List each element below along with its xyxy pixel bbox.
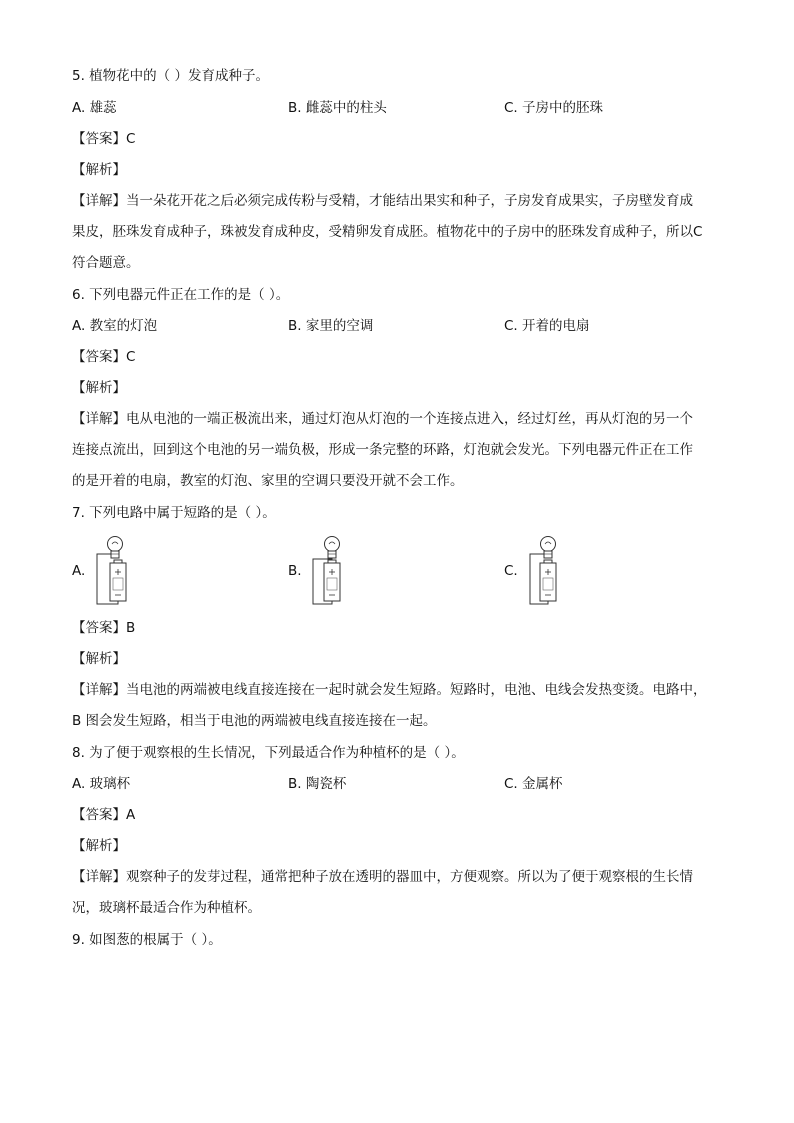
q8-stem: 8. 为了便于观察根的生长情况，下列最适合作为种植杯的是（ ）。	[72, 745, 465, 761]
q8-detail-line: 【详解】观察种子的发芽过程，通常把种子放在透明的器皿中，方便观察。所以为了便于观察根的生长情	[72, 869, 693, 885]
circuit-diagram-b	[308, 532, 348, 608]
q8-detail	[72, 862, 724, 924]
q6-detail-line: 【详解】电从电池的一端正极流出来，通过灯泡从灯泡的一个连接点进入，经过灯丝，再从灯泡的另一个	[72, 411, 693, 427]
q7-detail-line: 【详解】当电池的两端被电线直接连接在一起时就会发生短路。短路时，电池、电线会发热变烫。电路中，	[72, 682, 707, 698]
q5-detail-line: 符合题意。	[72, 255, 140, 271]
q6-option-a: A. 教室的灯泡	[72, 318, 158, 334]
q6-detail	[72, 404, 724, 497]
q5-option-b: B. 雌蕊中的柱头	[288, 100, 387, 116]
q8-detail-line: 况，玻璃杯最适合作为种植杯。	[72, 900, 261, 916]
q5-option-c: C. 子房中的胚珠	[504, 100, 604, 116]
q7-stem: 7. 下列电路中属于短路的是（ ）。	[72, 505, 276, 521]
q8-option-c: C. 金属杯	[504, 776, 563, 792]
q8-option-a: A. 玻璃杯	[72, 776, 131, 792]
q7-option-c-letter: C.	[504, 563, 518, 579]
q6-detail-line: 连接点流出，回到这个电池的另一端负极，形成一条完整的环路，灯泡就会发光。下列电器元件正在工作	[72, 442, 693, 458]
q7-detail-line: B 图会发生短路，相当于电池的两端被电线直接连接在一起。	[72, 713, 437, 729]
q5-detail	[72, 186, 724, 279]
q6-option-c: C. 开着的电扇	[504, 318, 590, 334]
q8-analysis-label: 【解析】	[72, 838, 126, 854]
q5-option-a: A. 雄蕊	[72, 100, 117, 116]
q5-stem: 5. 植物花中的（ ）发育成种子。	[72, 68, 269, 84]
q5-answer: 【答案】C	[72, 131, 136, 147]
circuit-diagram-a	[94, 532, 134, 608]
q6-detail-line: 的是开着的电扇，教室的灯泡、家里的空调只要没开就不会工作。	[72, 473, 464, 489]
circuit-diagram-c	[524, 532, 564, 608]
q5-detail-line: 果皮，胚珠发育成种子，珠被发育成种皮，受精卵发育成胚。植物花中的子房中的胚珠发育成种子，所以C	[72, 224, 703, 240]
q6-option-b: B. 家里的空调	[288, 318, 374, 334]
q7-option-b-letter: B.	[288, 563, 302, 579]
q7-analysis-label: 【解析】	[72, 651, 126, 667]
q7-answer: 【答案】B	[72, 620, 136, 636]
q6-stem: 6. 下列电器元件正在工作的是（ ）。	[72, 287, 290, 303]
q7-detail	[72, 675, 724, 737]
q6-analysis-label: 【解析】	[72, 380, 126, 396]
q7-option-a-letter: A.	[72, 563, 86, 579]
q5-analysis-label: 【解析】	[72, 162, 126, 178]
q5-detail-line: 【详解】当一朵花开花之后必须完成传粉与受精，才能结出果实和种子，子房发育成果实，子房壁发育成	[72, 193, 693, 209]
q6-answer: 【答案】C	[72, 349, 136, 365]
q8-answer: 【答案】A	[72, 807, 136, 823]
q8-option-b: B. 陶瓷杯	[288, 776, 347, 792]
q9-stem: 9. 如图葱的根属于（ ）。	[72, 932, 222, 948]
